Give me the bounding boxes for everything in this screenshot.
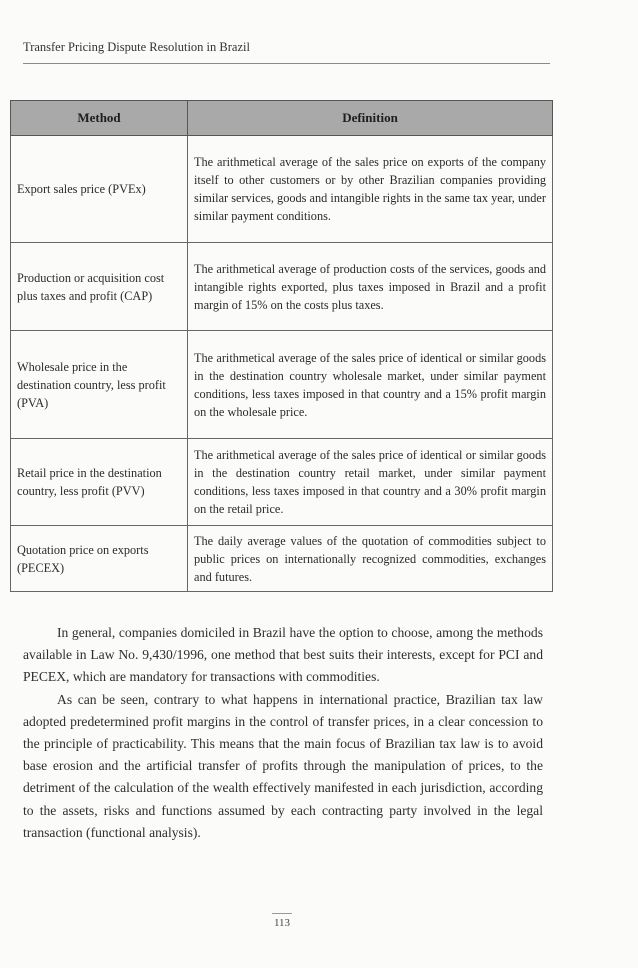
definition-cell: The daily average values of the quotation of commodities subject to public prices on internationally recognized commodities, exchanges and futures. <box>188 526 553 592</box>
table-row <box>11 526 553 592</box>
method-cell: Wholesale price in the destination country, less profit (PVA) <box>11 331 188 439</box>
method-cell: Production or acquisition cost plus taxes and profit (CAP) <box>11 243 188 331</box>
definition-cell: The arithmetical average of production costs of the services, goods and intangible rights exported, plus taxes imposed in Brazil and a profit margin of 15% on the costs plus taxes. <box>188 243 553 331</box>
running-header: Transfer Pricing Dispute Resolution in Brazil <box>23 40 250 54</box>
methods-table <box>10 100 553 592</box>
header-rule <box>23 63 550 64</box>
table-row <box>11 331 553 439</box>
method-column-header: Method <box>11 101 188 136</box>
method-cell: Retail price in the destination country, less profit (PVV) <box>11 439 188 526</box>
definition-cell: The arithmetical average of the sales price of identical or similar goods in the destination country retail market, under similar payment conditions, less taxes imposed in that country and a 30% profit margin on the retail price. <box>188 439 553 526</box>
method-cell: Export sales price (PVEx) <box>11 136 188 243</box>
table-row <box>11 439 553 526</box>
body-text <box>23 622 543 844</box>
definition-cell: The arithmetical average of the sales price of identical or similar goods in the destination country wholesale market, under similar payment conditions, less taxes imposed in that country and a 15% profit margin on the wholesale price. <box>188 331 553 439</box>
table-header-row <box>11 101 553 136</box>
page-number: 113 <box>273 917 291 929</box>
method-cell: Quotation price on exports (PECEX) <box>11 526 188 592</box>
table-row <box>11 243 553 331</box>
paragraph: As can be seen, contrary to what happens in international practice, Brazilian tax law adopted predetermined profit margins in the control of transfer prices, in a clear concession to the principle of practicability. This means that the main focus of Brazilian tax law is to avoid base erosion and the artificial transfer of profits through the manipulation of prices, to the detriment of the calculation of the wealth effectively manifested in each jurisdiction, according to the assets, risks and functions assumed by each contracting party involved in the legal transaction (functional analysis). <box>23 691 543 840</box>
paragraph: In general, companies domiciled in Brazil have the option to choose, among the methods available in Law No. 9,430/1996, one method that best suits their interests, except for PCI and PECEX, which are mandatory for transactions with commodities. <box>23 625 543 685</box>
table-row <box>11 136 553 243</box>
page-number-rule <box>272 913 292 914</box>
definition-cell: The arithmetical average of the sales price on exports of the company itself to other customers or by other Brazilian companies providing similar services, goods and intangible rights in the same tax year, under similar payment conditions. <box>188 136 553 243</box>
definition-column-header: Definition <box>188 101 553 136</box>
